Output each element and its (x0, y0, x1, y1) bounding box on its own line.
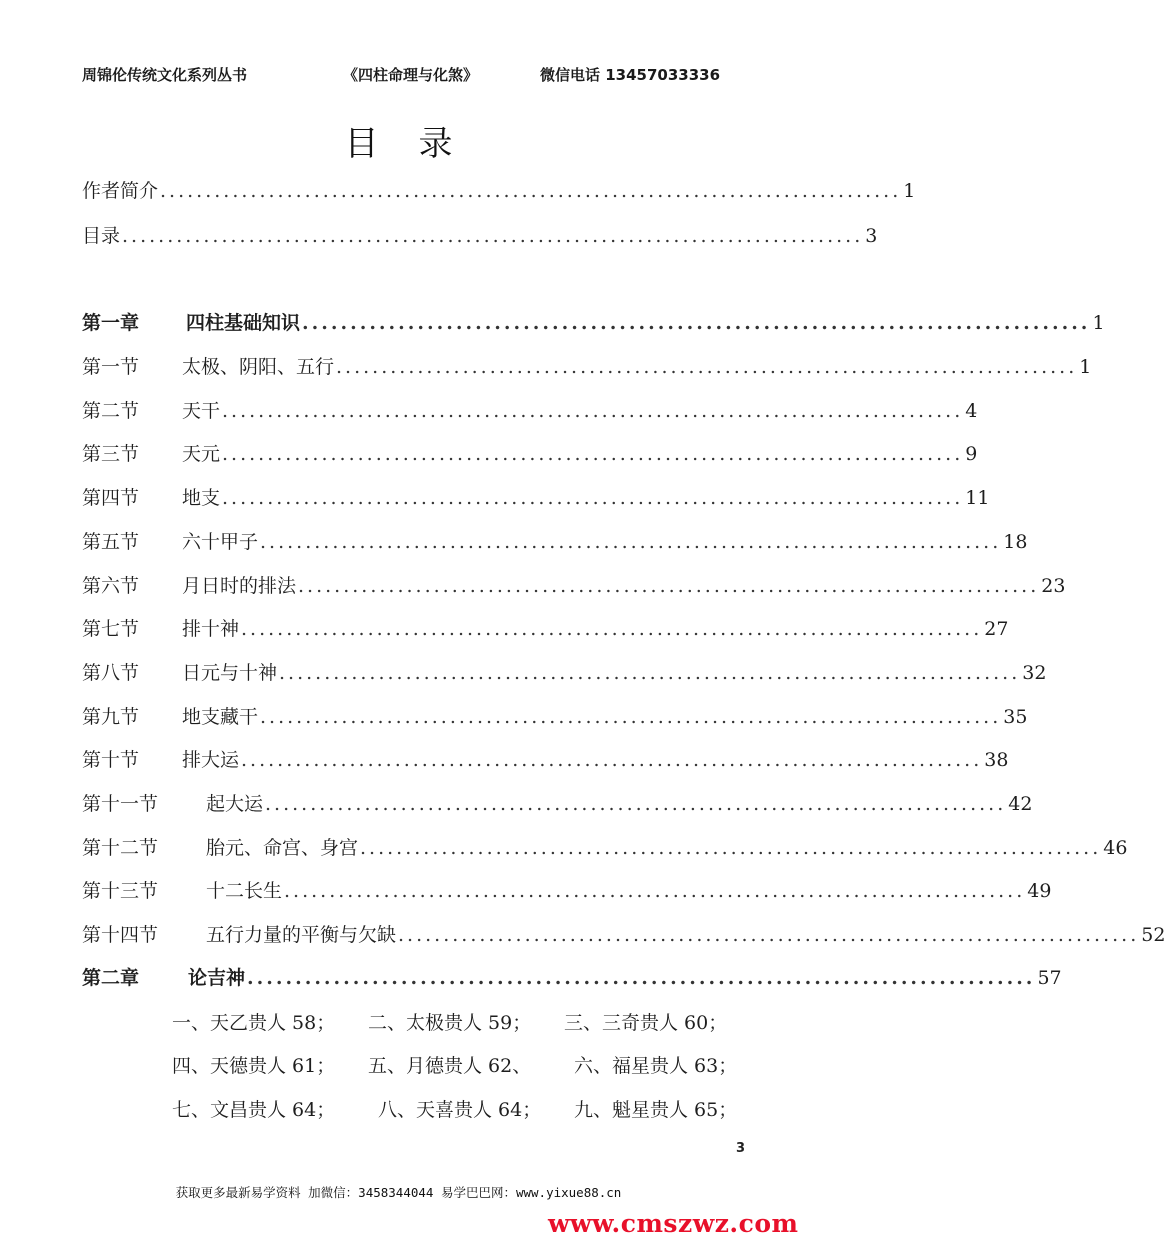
toc-entry-name: 日元与十神 (182, 662, 278, 684)
toc-entry-name: 论吉神 (188, 967, 246, 989)
toc-entry (82, 876, 1052, 906)
toc-entry-name: 起大运 (206, 793, 264, 815)
leader-dots: .................................................................................. (398, 924, 1140, 946)
leader-dots: .................................................................................. (160, 180, 902, 202)
toc-entry-name: 排大运 (182, 749, 240, 771)
toc-entry-page: 57 (1037, 967, 1062, 989)
page-title: 目录 (344, 124, 493, 164)
header-series: 周锦伦传统文化系列丛书 (82, 66, 248, 84)
toc-entry-name: 胎元、命宫、身宫 (206, 837, 359, 859)
toc-entry-number: 第十三节 (82, 880, 159, 902)
toc-entry-number: 第九节 (82, 706, 140, 728)
toc-entry (82, 702, 1028, 732)
toc-entry (82, 789, 1033, 819)
toc-entry-number: 第五节 (82, 531, 140, 553)
toc-chapter (82, 963, 1062, 993)
toc-entry (82, 352, 1092, 382)
toc-entry (82, 439, 978, 469)
toc-entry (82, 176, 916, 206)
toc-entry-name: 排十神 (182, 618, 240, 640)
sub-item: 七、文昌贵人 64； (172, 1099, 336, 1121)
sub-item: 六、福星贵人 63； (574, 1055, 738, 1077)
toc-entry (82, 221, 878, 251)
toc-entry (82, 745, 1009, 775)
toc-entry (82, 658, 1047, 688)
toc-entry-page: 18 (1003, 531, 1028, 553)
toc-entry-page: 1 (1079, 356, 1092, 378)
toc-entry (82, 483, 990, 513)
sub-item: 九、魁星贵人 65； (574, 1099, 738, 1121)
toc-entry-number: 第十四节 (82, 924, 159, 946)
leader-dots: .................................................................................. (260, 706, 1002, 728)
toc-entry-page: 3 (865, 225, 878, 247)
sub-item: 三、三奇贵人 60； (564, 1012, 728, 1034)
toc-entry-page: 9 (965, 443, 978, 465)
toc-entry-name: 六十甲子 (182, 531, 259, 553)
toc-entry-number: 第四节 (82, 487, 140, 509)
toc-entry-name: 作者简介 (82, 180, 159, 202)
toc-entry-number: 第八节 (82, 662, 140, 684)
toc-entry-name: 天元 (182, 443, 221, 465)
toc-entry-name: 地支藏干 (182, 706, 259, 728)
leader-dots: .................................................................................. (241, 749, 983, 771)
toc-entry (82, 833, 1128, 863)
leader-dots: .................................................................................. (284, 880, 1026, 902)
toc-entry-page: 32 (1022, 662, 1047, 684)
toc-entry-number: 第七节 (82, 618, 140, 640)
watermark-url: www.cmszwz.com (548, 1209, 799, 1238)
toc-entry-number: 第二节 (82, 400, 140, 422)
toc-entry-page: 1 (903, 180, 916, 202)
sub-item: 四、天德贵人 61； (172, 1055, 336, 1077)
leader-dots: .................................................................................. (265, 793, 1007, 815)
header-book-title: 《四柱命理与化煞》 (343, 66, 479, 84)
leader-dots: .................................................................................. (360, 837, 1102, 859)
sub-item: 一、天乙贵人 58； (172, 1012, 336, 1034)
toc-entry-page: 52 (1141, 924, 1165, 946)
toc-entry-page: 35 (1003, 706, 1028, 728)
sub-item: 二、太极贵人 59； (368, 1012, 532, 1034)
toc-entry-page: 46 (1103, 837, 1128, 859)
leader-dots: .................................................................................. (336, 356, 1078, 378)
leader-dots: .................................................................................. (222, 400, 964, 422)
sub-item-line (172, 1095, 742, 1125)
page-number: 3 (736, 1141, 746, 1156)
header-contact: 微信电话 13457033336 (540, 66, 721, 84)
toc-entry-name: 十二长生 (206, 880, 283, 902)
toc-chapter (82, 308, 1105, 338)
toc-entry-number: 第一节 (82, 356, 140, 378)
toc-entry-number: 第三节 (82, 443, 140, 465)
sub-item: 八、天喜贵人 64； (378, 1099, 542, 1121)
toc-entry-page: 11 (965, 487, 990, 509)
footer-promo-text: 获取更多最新易学资料 加微信：3458344044 易学巴巴网：www.yixue88.cn (175, 1185, 622, 1200)
toc-entry (82, 614, 1009, 644)
toc-entry-number: 第十一节 (82, 793, 159, 815)
toc-entry-page: 38 (984, 749, 1009, 771)
toc-entry (82, 571, 1066, 601)
toc-entry-number: 第二章 (82, 967, 140, 989)
sub-item-line (172, 1008, 742, 1038)
toc-entry-page: 1 (1092, 312, 1105, 334)
toc-entry-page: 4 (965, 400, 978, 422)
toc-entry-number: 第十二节 (82, 837, 159, 859)
toc-entry-number: 第六节 (82, 575, 140, 597)
leader-dots: .................................................................................. (247, 967, 1036, 989)
sub-item-line (172, 1051, 742, 1081)
leader-dots: .................................................................................. (302, 312, 1091, 334)
toc-entry-name: 天干 (182, 400, 221, 422)
leader-dots: .................................................................................. (222, 487, 964, 509)
toc-entry (82, 920, 1165, 950)
leader-dots: .................................................................................. (279, 662, 1021, 684)
toc-entry (82, 396, 978, 426)
toc-entry-number: 第一章 (82, 312, 140, 334)
leader-dots: .................................................................................. (241, 618, 983, 640)
sub-item: 五、月德贵人 62、 (368, 1055, 532, 1077)
leader-dots: .................................................................................. (298, 575, 1040, 597)
leader-dots: .................................................................................. (260, 531, 1002, 553)
toc-entry-page: 42 (1008, 793, 1033, 815)
leader-dots: .................................................................................. (222, 443, 964, 465)
toc-entry-name: 五行力量的平衡与欠缺 (206, 924, 397, 946)
toc-entry-name: 地支 (182, 487, 221, 509)
toc-entry-page: 49 (1027, 880, 1052, 902)
leader-dots: .................................................................................. (122, 225, 864, 247)
toc-entry-page: 27 (984, 618, 1009, 640)
toc-entry-name: 月日时的排法 (182, 575, 297, 597)
toc-entry-name: 太极、阴阳、五行 (182, 356, 335, 378)
toc-entry-page: 23 (1041, 575, 1066, 597)
toc-entry-name: 四柱基础知识 (186, 312, 301, 334)
toc-entry-number: 第十节 (82, 749, 140, 771)
toc-entry (82, 527, 1028, 557)
toc-entry-name: 目录 (82, 225, 121, 247)
